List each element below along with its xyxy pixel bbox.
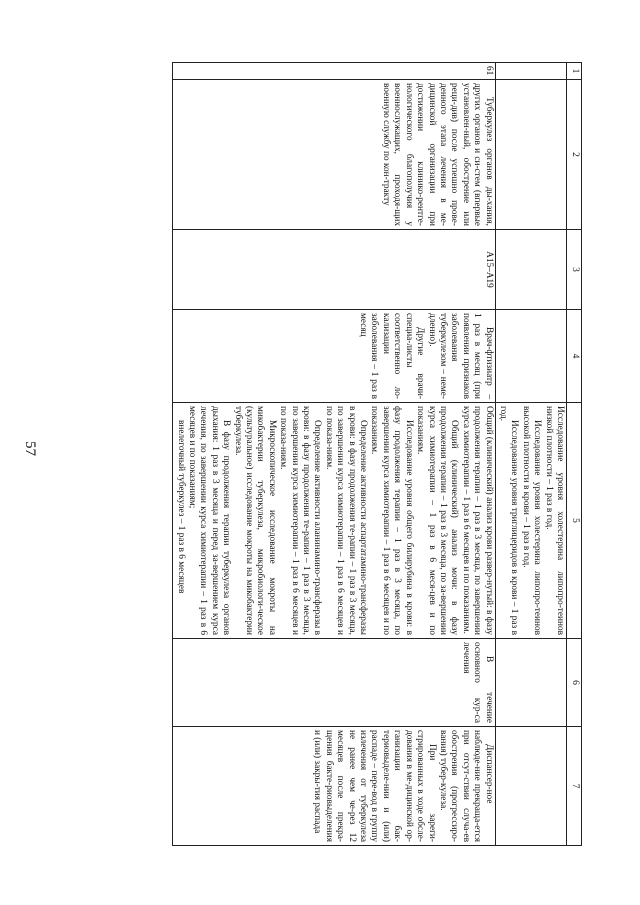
exam-item: Общий (клинический) анализ мочи: в фазу продолжения терапии – 1 раз в 3 месяца, по за-вершении курса химиотерапии – 1 раз в 6 меся-цев и по показаниям. — [415, 406, 460, 635]
cont-cell-1 — [495, 63, 566, 80]
continuation-row — [495, 63, 566, 846]
exam-item: Определение активности аспартатамино-трансферазы в крови: в фазу продолжения те-рапии – 1 раз в 3 месяца, по завершении курса химиотерапии – 1 раз в 6 месяцев и по показа-ниям. — [323, 406, 369, 635]
cont-cell-6 — [495, 639, 566, 727]
diagnosis-text: Туберкулез органов ды-хания, других органов и си-стем (впервые установлен-ный, обострение или реци-див) после успешно прове-денного этапа лечения в ме-дицинской организации при достижении клинико-рентге-нологического благополучия у военнослужащих, проходя-щих военную службу по кон-тракту — [380, 83, 494, 226]
cont-line: Исследование уровня триглицеридов в крови – 1 раз в год. — [497, 406, 520, 635]
diagnosis-cell — [173, 80, 495, 230]
cont-line: Исследование уровня холестерина липопро-теинов низкой плотности – 1 раз в год. — [543, 406, 565, 635]
col-header-6: 6 — [567, 639, 582, 727]
cont-cell-5 — [495, 403, 566, 639]
col-header-1: 1 — [567, 63, 582, 80]
criteria-item: Диспансер-ное наблюде-ние прекраща-ется при отсут-ствии случа-ев обострения (прогрессиро-вания) тубер-кулеза. — [437, 730, 494, 842]
exam-item: В фазу продолжения терапии туберкулеза органов дыхания: 1 раз в 3 месяца и перед за-вершением курса лечения, по завершении курса химиотерапии – 1 раз в 6 месяцев и по показаниям; — [187, 406, 232, 635]
cont-cell-2 — [495, 80, 566, 230]
col-header-7: 7 — [567, 727, 582, 846]
criteria-item: При зареги-стрированных в ходе обсле-дования в ме-дицинской ор-ганизации бак-териовыделе-нии и (или) распаде – пере-вод в группу излечения от туберкулеза не ранее чем че-рез 12 месяцев после прекра-щения бакте-риовыделения и (или) закры-тия распада — [312, 730, 437, 842]
exam-item: Исследование уровня общего билирубина в крови: в фазу продолжения терапии – 1 раз в 3 месяца, по завершении курса химиотерапии – 1 раз в 6 месяцев и по показаниям. — [369, 406, 414, 635]
cont-cell-3 — [495, 230, 566, 310]
exam-item: Определение активности аланинамино-трансферазы в крови: в фазу продолжения те-рапии – 1 раз в 3 месяца, по завершении курса химиотерапии – 1 раз в 6 месяцев и по показа-ниям. — [278, 406, 323, 635]
specialist-item: Врач-фтизиатр – 1 раз в месяц (при появлении признаков заболевания туберкулезом – неме-дленно). — [426, 313, 494, 399]
table-row — [173, 63, 495, 846]
col-header-3: 3 — [567, 230, 582, 310]
page-number: 57 — [22, 441, 38, 456]
cont-line: Исследование уровня холестерина липопро-теинов высокой плотности в крови – 1 раз в год. — [520, 406, 543, 635]
exam-item: Общий (клинический) анализ крови развер-нутый: в фазу продолжения терапии – 1 раз в 3 месяца, по завершении курса химиотерапии – 1 раз в 6 месяцев и по показаниям. — [460, 406, 494, 635]
exam-item: Микроскопическое исследование мокроты на микобактерии туберкулеза, микробиологи-ческое (культуральное) исследование мокроты на микобактерии туберкулеза. — [232, 406, 277, 635]
register-table-rotated — [90, 62, 582, 845]
cont-cell-4 — [495, 310, 566, 403]
cont-cell-7 — [495, 727, 566, 846]
specialist-item: Другие врачи-специа-листы соответственно ло-кализации заболевания – 1 раз в месяц — [358, 313, 426, 399]
exam-item: внелегочный туберкулез – 1 раз в 6 месяцев — [175, 420, 186, 594]
duration-text: В течение основного кур-са лечения — [460, 642, 494, 723]
duration-cell — [173, 639, 495, 727]
monitoring-table — [172, 62, 582, 846]
examinations-cell — [173, 403, 495, 639]
col-header-5: 5 — [567, 403, 582, 639]
icd-codes-cell: A15–A19 — [173, 230, 495, 310]
column-number-row — [567, 63, 582, 846]
specialists-cell — [173, 310, 495, 403]
criteria-cell — [173, 727, 495, 846]
row-number: 61 — [173, 63, 495, 80]
col-header-2: 2 — [567, 80, 582, 230]
col-header-4: 4 — [567, 310, 582, 403]
